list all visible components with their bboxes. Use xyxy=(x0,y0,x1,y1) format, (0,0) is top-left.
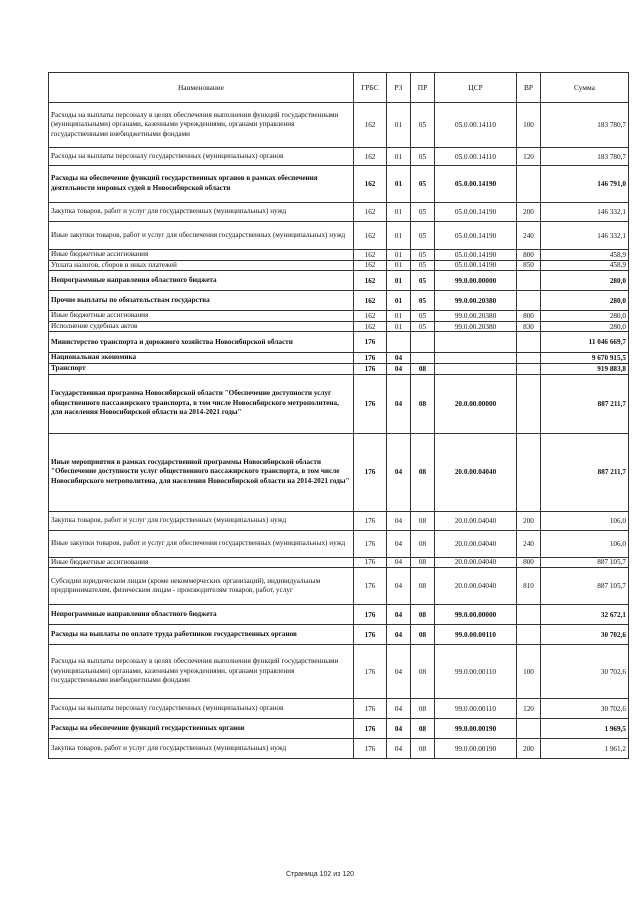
row-name: Национальная экономика xyxy=(49,353,354,364)
row-name: Исполнение судебных актов xyxy=(49,321,354,332)
row-name: Уплата налогов, сборов и иных платежей xyxy=(49,260,354,271)
row-name: Расходы на обеспечение функций государственных органов в рамках обеспечения деятельности мировых судей в Новосибирской области xyxy=(49,166,354,203)
row-rz: 01 xyxy=(387,260,411,271)
row-rz: 04 xyxy=(387,374,411,433)
table-row xyxy=(49,260,629,271)
row-csr: 05.0.00.14110 xyxy=(435,148,517,166)
budget-table xyxy=(48,72,629,759)
row-rz: 01 xyxy=(387,166,411,203)
row-rz xyxy=(387,332,411,353)
row-csr: 20.0.00.04040 xyxy=(435,433,517,511)
table-row xyxy=(49,739,629,759)
header-rz: РЗ xyxy=(387,73,411,103)
row-sum: 280,0 xyxy=(541,271,629,291)
page-number: Страница 102 из 120 xyxy=(285,871,355,878)
row-vr: 830 xyxy=(517,321,541,332)
row-vr: 850 xyxy=(517,260,541,271)
row-sum: 30 702,6 xyxy=(541,699,629,719)
row-vr xyxy=(517,353,541,364)
row-csr: 20.0.00.04040 xyxy=(435,530,517,557)
row-pr: 05 xyxy=(411,271,435,291)
row-pr: 08 xyxy=(411,719,435,739)
row-csr: 99.0.00.00000 xyxy=(435,271,517,291)
row-vr: 120 xyxy=(517,148,541,166)
row-pr: 08 xyxy=(411,363,435,374)
row-csr xyxy=(435,332,517,353)
row-pr: 08 xyxy=(411,739,435,759)
row-csr: 99.0.00.20380 xyxy=(435,321,517,332)
table-row xyxy=(49,222,629,250)
table-row xyxy=(49,363,629,374)
row-vr: 800 xyxy=(517,311,541,322)
row-grbs: 176 xyxy=(354,332,387,353)
row-sum: 106,0 xyxy=(541,530,629,557)
row-name: Государственная программа Новосибирской области "Обеспечение доступности услуг общественного пассажирского транспорта, в том числе Новосибирского метрополитена, для населения Новосибирской области на 2014-2021 годы" xyxy=(49,374,354,433)
row-csr: 05.0.00.14190 xyxy=(435,166,517,203)
row-pr xyxy=(411,353,435,364)
row-name: Непрограммные направления областного бюджета xyxy=(49,605,354,625)
row-grbs: 162 xyxy=(354,250,387,261)
row-grbs: 176 xyxy=(354,530,387,557)
row-csr: 99.0.00.00110 xyxy=(435,645,517,699)
row-csr xyxy=(435,363,517,374)
row-vr xyxy=(517,433,541,511)
row-sum: 887 105,7 xyxy=(541,557,629,568)
row-rz: 01 xyxy=(387,148,411,166)
row-sum: 11 046 669,7 xyxy=(541,332,629,353)
row-grbs: 176 xyxy=(354,374,387,433)
row-name: Иные закупки товаров, работ и услуг для обеспечения государственных (муниципальных) нужд xyxy=(49,530,354,557)
table-body xyxy=(49,103,629,759)
row-name: Расходы на выплаты персоналу в целях обеспечения выполнения функций государственными (муниципальными) органами, казенными учреждениями, органами управления государственными внебюджетными фондами xyxy=(49,103,354,148)
row-vr xyxy=(517,363,541,374)
row-name: Прочие выплаты по обязательствам государства xyxy=(49,291,354,311)
row-pr: 05 xyxy=(411,203,435,222)
row-grbs: 176 xyxy=(354,645,387,699)
row-sum: 280,0 xyxy=(541,311,629,322)
row-grbs: 162 xyxy=(354,321,387,332)
row-vr xyxy=(517,374,541,433)
row-sum: 280,0 xyxy=(541,321,629,332)
row-sum: 280,0 xyxy=(541,291,629,311)
table-row xyxy=(49,568,629,605)
row-vr: 100 xyxy=(517,103,541,148)
header-sum: Сумма xyxy=(541,73,629,103)
row-rz: 01 xyxy=(387,321,411,332)
row-name: Закупка товаров, работ и услуг для государственных (муниципальных) нужд xyxy=(49,203,354,222)
row-pr: 08 xyxy=(411,374,435,433)
row-csr: 20.0.00.04040 xyxy=(435,557,517,568)
table-row xyxy=(49,557,629,568)
table-row xyxy=(49,271,629,291)
row-sum: 1 969,5 xyxy=(541,719,629,739)
row-name: Расходы на выплаты персоналу государственных (муниципальных) органов xyxy=(49,148,354,166)
row-pr: 08 xyxy=(411,511,435,530)
row-rz: 01 xyxy=(387,250,411,261)
row-sum: 887 211,7 xyxy=(541,433,629,511)
row-csr: 05.0.00.14190 xyxy=(435,222,517,250)
row-csr: 99.0.00.00110 xyxy=(435,699,517,719)
row-grbs: 176 xyxy=(354,557,387,568)
row-rz: 04 xyxy=(387,530,411,557)
row-csr xyxy=(435,353,517,364)
row-pr: 05 xyxy=(411,311,435,322)
row-grbs: 162 xyxy=(354,203,387,222)
row-vr: 240 xyxy=(517,222,541,250)
table-header-row xyxy=(49,73,629,103)
row-csr: 20.0.00.00000 xyxy=(435,374,517,433)
row-rz: 04 xyxy=(387,605,411,625)
row-vr: 810 xyxy=(517,568,541,605)
row-rz: 01 xyxy=(387,291,411,311)
row-sum: 1 961,2 xyxy=(541,739,629,759)
row-grbs: 162 xyxy=(354,103,387,148)
row-grbs: 162 xyxy=(354,271,387,291)
table-row xyxy=(49,103,629,148)
row-vr: 200 xyxy=(517,511,541,530)
row-name: Министерство транспорта и дорожного хозяйства Новосибирской области xyxy=(49,332,354,353)
row-rz: 04 xyxy=(387,625,411,645)
row-grbs: 176 xyxy=(354,511,387,530)
row-csr: 99.0.00.20380 xyxy=(435,311,517,322)
row-name: Иные бюджетные ассигнования xyxy=(49,311,354,322)
row-pr: 05 xyxy=(411,260,435,271)
table-row xyxy=(49,374,629,433)
row-name: Транспорт xyxy=(49,363,354,374)
row-name: Расходы на обеспечение функций государственных органов xyxy=(49,719,354,739)
row-name: Расходы на выплаты персоналу в целях обеспечения выполнения функций государственными (муниципальными) органами, казенными учреждениями, органами управления государственными внебюджетными фондами xyxy=(49,645,354,699)
row-name: Закупка товаров, работ и услуг для государственных (муниципальных) нужд xyxy=(49,511,354,530)
table-row xyxy=(49,148,629,166)
row-csr: 99.0.00.00000 xyxy=(435,605,517,625)
row-rz: 01 xyxy=(387,271,411,291)
row-rz: 04 xyxy=(387,645,411,699)
row-vr: 120 xyxy=(517,699,541,719)
table-row xyxy=(49,625,629,645)
row-sum: 919 883,8 xyxy=(541,363,629,374)
header-csr: ЦСР xyxy=(435,73,517,103)
row-pr: 05 xyxy=(411,166,435,203)
row-sum: 9 670 915,5 xyxy=(541,353,629,364)
row-vr: 800 xyxy=(517,557,541,568)
row-grbs: 176 xyxy=(354,568,387,605)
row-csr: 20.0.00.04040 xyxy=(435,511,517,530)
row-sum: 183 780,7 xyxy=(541,103,629,148)
row-name: Иные бюджетные ассигнования xyxy=(49,250,354,261)
row-name: Расходы на выплаты по оплате труда работников государственных органов xyxy=(49,625,354,645)
row-rz: 04 xyxy=(387,699,411,719)
row-sum: 146 332,1 xyxy=(541,203,629,222)
row-vr xyxy=(517,625,541,645)
row-grbs: 176 xyxy=(354,353,387,364)
row-rz: 04 xyxy=(387,557,411,568)
row-grbs: 162 xyxy=(354,166,387,203)
row-vr xyxy=(517,291,541,311)
table-row xyxy=(49,332,629,353)
row-grbs: 176 xyxy=(354,739,387,759)
row-rz: 01 xyxy=(387,103,411,148)
row-sum: 30 702,6 xyxy=(541,625,629,645)
row-grbs: 162 xyxy=(354,148,387,166)
row-rz: 04 xyxy=(387,363,411,374)
row-pr: 08 xyxy=(411,557,435,568)
row-rz: 01 xyxy=(387,203,411,222)
row-grbs: 176 xyxy=(354,363,387,374)
row-grbs: 176 xyxy=(354,625,387,645)
row-sum: 458,9 xyxy=(541,250,629,261)
row-name: Иные мероприятия в рамках государственной программы Новосибирской области "Обеспечение доступности услуг общественного пассажирского транспорта, в том числе Новосибирского метрополитена, для населения Новосибирской области на 2014-2021 годы" xyxy=(49,433,354,511)
table-row xyxy=(49,719,629,739)
table-row xyxy=(49,353,629,364)
row-grbs: 162 xyxy=(354,291,387,311)
row-rz: 01 xyxy=(387,222,411,250)
table-row xyxy=(49,433,629,511)
table-row xyxy=(49,291,629,311)
row-pr: 08 xyxy=(411,645,435,699)
row-sum: 887 211,7 xyxy=(541,374,629,433)
table-row xyxy=(49,321,629,332)
row-vr: 200 xyxy=(517,739,541,759)
row-pr: 08 xyxy=(411,568,435,605)
row-rz: 04 xyxy=(387,433,411,511)
row-vr: 100 xyxy=(517,645,541,699)
row-pr: 05 xyxy=(411,250,435,261)
row-grbs: 176 xyxy=(354,605,387,625)
row-pr: 08 xyxy=(411,699,435,719)
row-pr: 08 xyxy=(411,433,435,511)
table-row xyxy=(49,311,629,322)
row-name: Субсидии юридическим лицам (кроме некоммерческих организаций), индивидуальным предпринимателям, физическим лицам - производителям товаров, работ, услуг xyxy=(49,568,354,605)
row-rz: 04 xyxy=(387,739,411,759)
row-grbs: 176 xyxy=(354,699,387,719)
row-sum: 458,9 xyxy=(541,260,629,271)
row-sum: 30 702,6 xyxy=(541,645,629,699)
row-sum: 32 672,1 xyxy=(541,605,629,625)
table-row xyxy=(49,166,629,203)
header-grbs: ГРБС xyxy=(354,73,387,103)
row-rz: 01 xyxy=(387,311,411,322)
row-csr: 99.0.00.00190 xyxy=(435,739,517,759)
row-pr: 05 xyxy=(411,222,435,250)
row-csr: 99.0.00.00190 xyxy=(435,719,517,739)
row-name: Непрограммные направления областного бюджета xyxy=(49,271,354,291)
row-grbs: 162 xyxy=(354,311,387,322)
row-csr: 05.0.00.14190 xyxy=(435,250,517,261)
row-name: Иные закупки товаров, работ и услуг для обеспечения государственных (муниципальных) нужд xyxy=(49,222,354,250)
row-sum: 183 780,7 xyxy=(541,148,629,166)
row-name: Иные бюджетные ассигнования xyxy=(49,557,354,568)
table-row xyxy=(49,645,629,699)
header-name: Наименование xyxy=(49,73,354,103)
row-pr: 05 xyxy=(411,103,435,148)
row-name: Расходы на выплаты персоналу государственных (муниципальных) органов xyxy=(49,699,354,719)
row-csr: 99.0.00.20380 xyxy=(435,291,517,311)
table-row xyxy=(49,699,629,719)
row-pr xyxy=(411,332,435,353)
row-csr: 20.0.00.04040 xyxy=(435,568,517,605)
row-vr: 800 xyxy=(517,250,541,261)
row-csr: 05.0.00.14110 xyxy=(435,103,517,148)
table-row xyxy=(49,530,629,557)
row-vr: 200 xyxy=(517,203,541,222)
row-vr xyxy=(517,166,541,203)
row-sum: 146 332,1 xyxy=(541,222,629,250)
row-pr: 05 xyxy=(411,321,435,332)
row-name: Закупка товаров, работ и услуг для государственных (муниципальных) нужд xyxy=(49,739,354,759)
row-rz: 04 xyxy=(387,719,411,739)
row-grbs: 176 xyxy=(354,719,387,739)
table-row xyxy=(49,250,629,261)
table-row xyxy=(49,605,629,625)
row-csr: 05.0.00.14190 xyxy=(435,260,517,271)
row-vr xyxy=(517,271,541,291)
row-sum: 146 791,0 xyxy=(541,166,629,203)
row-vr: 240 xyxy=(517,530,541,557)
header-vr: ВР xyxy=(517,73,541,103)
row-pr: 05 xyxy=(411,148,435,166)
row-vr xyxy=(517,332,541,353)
table-row xyxy=(49,511,629,530)
row-rz: 04 xyxy=(387,511,411,530)
header-pr: ПР xyxy=(411,73,435,103)
row-grbs: 176 xyxy=(354,433,387,511)
row-grbs: 162 xyxy=(354,222,387,250)
row-pr: 05 xyxy=(411,291,435,311)
table-row xyxy=(49,203,629,222)
row-csr: 05.0.00.14190 xyxy=(435,203,517,222)
row-sum: 106,0 xyxy=(541,511,629,530)
row-vr xyxy=(517,605,541,625)
row-rz: 04 xyxy=(387,568,411,605)
row-pr: 08 xyxy=(411,625,435,645)
row-rz: 04 xyxy=(387,353,411,364)
row-pr: 08 xyxy=(411,530,435,557)
row-vr xyxy=(517,719,541,739)
row-csr: 99.0.00.00110 xyxy=(435,625,517,645)
row-grbs: 162 xyxy=(354,260,387,271)
row-pr: 08 xyxy=(411,605,435,625)
row-sum: 887 105,7 xyxy=(541,568,629,605)
